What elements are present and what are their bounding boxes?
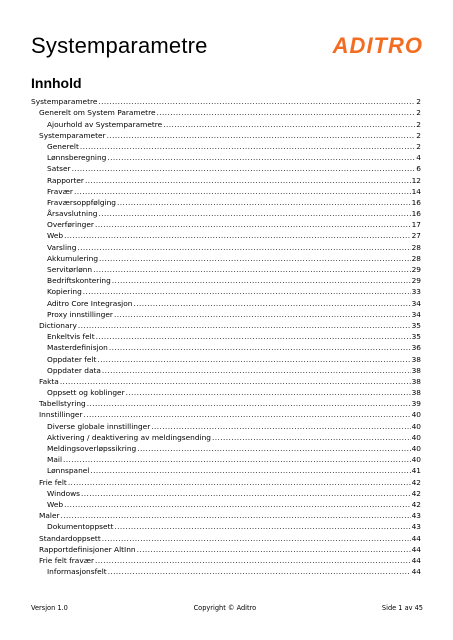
toc-entry[interactable] <box>31 208 421 219</box>
toc-entry[interactable] <box>31 241 421 252</box>
toc-entry-label: Tabellstyring <box>39 399 86 409</box>
toc-leader-dots <box>99 254 411 264</box>
toc-entry-page: 4 <box>416 153 421 163</box>
toc-entry[interactable] <box>31 532 421 543</box>
toc-entry-label: Web <box>47 499 64 509</box>
toc-entry-label: Dokumentoppsett <box>47 522 114 532</box>
toc-entry[interactable] <box>31 499 421 510</box>
toc-leader-dots <box>137 545 411 555</box>
toc-entry-label: Rapportdefinisjoner AltInn <box>39 544 136 554</box>
toc-leader-dots <box>85 176 411 186</box>
toc-leader-dots <box>90 466 410 476</box>
toc-entry[interactable] <box>31 219 421 230</box>
toc-entry[interactable] <box>31 454 421 465</box>
toc-entry-page: 44 <box>411 567 421 577</box>
toc-entry-page: 38 <box>411 388 421 398</box>
toc-entry-label: Aditro Core Integrasjon <box>47 298 133 308</box>
toc-leader-dots <box>107 131 416 141</box>
toc-leader-dots <box>87 399 411 409</box>
toc-entry-label: Lønnspanel <box>47 466 90 476</box>
toc-entry-page: 34 <box>411 298 421 308</box>
toc-entry[interactable] <box>31 152 421 163</box>
toc-entry[interactable] <box>31 309 421 320</box>
toc-entry[interactable] <box>31 521 421 532</box>
toc-entry-label: Lønnsberegning <box>47 153 107 163</box>
toc-entry-label: Windows <box>47 488 80 498</box>
toc-leader-dots <box>102 534 411 544</box>
toc-entry-label: Web <box>47 231 64 241</box>
toc-leader-dots <box>157 108 416 118</box>
toc-leader-dots <box>98 97 415 107</box>
toc-entry[interactable] <box>31 465 421 476</box>
toc-entry-page: 14 <box>411 186 421 196</box>
toc-entry-page: 17 <box>411 220 421 230</box>
toc-entry-page: 42 <box>411 477 421 487</box>
toc-entry-label: Ajourhold av Systemparametre <box>47 119 163 129</box>
toc-leader-dots <box>212 433 411 443</box>
toc-entry[interactable] <box>31 488 421 499</box>
toc-entry-page: 41 <box>411 466 421 476</box>
toc-entry-label: Systemparametre <box>31 97 98 107</box>
toc-leader-dots <box>109 343 411 353</box>
toc-entry-label: Rapporter <box>47 175 84 185</box>
toc-entry-page: 35 <box>411 320 421 330</box>
toc-entry-page: 38 <box>411 376 421 386</box>
toc-entry[interactable] <box>31 163 421 174</box>
toc-entry-label: Systemparameter <box>39 130 106 140</box>
toc-entry-label: Maler <box>39 511 60 521</box>
toc-entry[interactable] <box>31 174 421 185</box>
toc-heading: Innhold <box>31 75 82 91</box>
toc-entry-page: 38 <box>411 365 421 375</box>
toc-entry-page: 42 <box>411 499 421 509</box>
toc-entry-label: Kopiering <box>47 287 82 297</box>
toc-entry-label: Akkumulering <box>47 253 99 263</box>
table-of-contents <box>31 96 421 577</box>
toc-leader-dots <box>77 243 410 253</box>
toc-entry[interactable] <box>31 409 421 420</box>
toc-entry[interactable] <box>31 544 421 555</box>
toc-entry[interactable] <box>31 186 421 197</box>
toc-entry-label: Oppdater felt <box>47 354 97 364</box>
toc-leader-dots <box>64 500 410 510</box>
toc-leader-dots <box>74 187 411 197</box>
toc-entry-label: Aktivering / deaktivering av meldingsending <box>47 432 211 442</box>
footer-copyright: Copyright © Aditro <box>193 604 257 612</box>
toc-leader-dots <box>98 209 410 219</box>
toc-entry-page: 43 <box>411 511 421 521</box>
toc-entry-page: 44 <box>411 533 421 543</box>
toc-entry[interactable] <box>31 420 421 431</box>
toc-entry-page: 44 <box>411 555 421 565</box>
toc-entry[interactable] <box>31 130 421 141</box>
toc-leader-dots <box>163 120 415 130</box>
toc-leader-dots <box>112 276 411 286</box>
toc-entry-label: Varsling <box>47 242 77 252</box>
toc-entry-label: Bedriftskontering <box>47 276 111 286</box>
toc-leader-dots <box>72 164 416 174</box>
page-footer <box>31 604 423 612</box>
toc-entry-page: 27 <box>411 231 421 241</box>
toc-entry-page: 28 <box>411 242 421 252</box>
toc-entry-page: 40 <box>411 444 421 453</box>
toc-entry-label: Satser <box>47 164 71 174</box>
toc-entry-label: Standardoppsett <box>39 533 101 543</box>
toc-entry[interactable] <box>31 141 421 152</box>
toc-entry[interactable] <box>31 286 421 297</box>
toc-leader-dots <box>95 556 411 566</box>
toc-entry-page: 29 <box>411 265 421 274</box>
aditro-logo: ADITRO <box>332 33 423 58</box>
toc-entry-label: Mail <box>47 455 63 465</box>
toc-entry-page: 40 <box>411 421 421 431</box>
toc-entry-label: Masterdefinisjon <box>47 343 108 353</box>
toc-entry[interactable] <box>31 555 421 566</box>
toc-entry-page: 28 <box>411 253 421 263</box>
toc-entry-label: Informasjonsfelt <box>47 567 107 577</box>
toc-entry-page: 40 <box>411 455 421 465</box>
toc-leader-dots <box>137 444 410 454</box>
toc-leader-dots <box>60 377 411 387</box>
toc-entry-page: 16 <box>411 197 421 207</box>
toc-entry-page: 2 <box>416 141 421 151</box>
toc-entry[interactable] <box>31 510 421 521</box>
toc-entry[interactable] <box>31 387 421 398</box>
toc-entry[interactable] <box>31 197 421 208</box>
toc-entry-page: 34 <box>411 309 421 319</box>
toc-leader-dots <box>63 455 411 465</box>
toc-entry-page: 16 <box>411 209 421 219</box>
toc-leader-dots <box>81 489 411 499</box>
toc-leader-dots <box>126 388 411 398</box>
toc-entry[interactable] <box>31 443 421 454</box>
toc-leader-dots <box>114 310 411 320</box>
toc-leader-dots <box>83 287 411 297</box>
toc-entry[interactable] <box>31 320 421 331</box>
toc-entry[interactable] <box>31 275 421 286</box>
toc-leader-dots <box>95 220 411 230</box>
toc-entry-page: 2 <box>416 108 421 118</box>
toc-entry[interactable] <box>31 264 421 275</box>
toc-entry-page: 33 <box>411 287 421 297</box>
toc-leader-dots <box>117 198 411 208</box>
toc-entry-page: 6 <box>416 164 421 174</box>
page-title: Systemparametre <box>31 33 208 58</box>
toc-entry[interactable] <box>31 376 421 387</box>
toc-entry-page: 29 <box>411 276 421 286</box>
toc-leader-dots <box>108 567 411 577</box>
toc-leader-dots <box>97 355 410 365</box>
toc-leader-dots <box>61 511 411 521</box>
toc-entry-page: 12 <box>411 175 421 185</box>
toc-entry-label: Servitørlønn <box>47 265 93 274</box>
toc-entry-label: Årsavslutning <box>47 209 98 219</box>
toc-entry-page: 36 <box>411 343 421 353</box>
toc-entry[interactable] <box>31 342 421 353</box>
toc-entry-page: 2 <box>416 97 421 107</box>
toc-entry-label: Diverse globale innstillinger <box>47 421 151 431</box>
toc-entry-page: 38 <box>411 354 421 364</box>
toc-entry-label: Generelt <box>47 141 79 151</box>
toc-entry-page: 42 <box>411 488 421 498</box>
toc-leader-dots <box>78 321 411 331</box>
toc-entry-label: Fraværsoppfølging <box>47 197 117 207</box>
toc-leader-dots <box>83 410 410 420</box>
toc-entry-label: Overføringer <box>47 220 94 230</box>
toc-leader-dots <box>151 422 410 432</box>
toc-entry-page: 43 <box>411 522 421 532</box>
toc-entry-label: Frie felt fravær <box>39 555 94 565</box>
toc-leader-dots <box>80 142 415 152</box>
toc-entry[interactable] <box>31 353 421 364</box>
toc-entry-label: Enkeltvis felt <box>47 332 95 342</box>
toc-leader-dots <box>68 478 411 488</box>
toc-entry[interactable] <box>31 118 421 129</box>
toc-entry-page: 35 <box>411 332 421 342</box>
toc-entry[interactable] <box>31 96 421 107</box>
toc-entry-label: Generelt om System Parametre <box>39 108 156 118</box>
toc-leader-dots <box>102 366 411 376</box>
toc-entry[interactable] <box>31 253 421 264</box>
footer-page-info: Side 1 av 45 <box>381 604 423 612</box>
toc-entry-label: Proxy innstillinger <box>47 309 113 319</box>
toc-entry-label: Frie felt <box>39 477 67 487</box>
toc-leader-dots <box>93 265 410 275</box>
toc-entry[interactable] <box>31 398 421 409</box>
toc-entry[interactable] <box>31 365 421 376</box>
footer-version: Versjon 1.0 <box>31 604 68 612</box>
toc-entry-page: 40 <box>411 432 421 442</box>
toc-entry[interactable] <box>31 107 421 118</box>
toc-entry-page: 40 <box>411 410 421 420</box>
toc-entry-label: Innstillinger <box>39 410 83 420</box>
toc-entry[interactable] <box>31 230 421 241</box>
toc-entry[interactable] <box>31 476 421 487</box>
toc-leader-dots <box>64 231 410 241</box>
toc-entry[interactable] <box>31 297 421 308</box>
toc-entry-page: 2 <box>416 130 421 140</box>
toc-entry-page: 44 <box>411 544 421 554</box>
toc-leader-dots <box>114 522 410 532</box>
toc-entry-page: 39 <box>411 399 421 409</box>
toc-entry-label: Dictionary <box>39 320 77 330</box>
toc-entry-label: Oppdater data <box>47 365 101 375</box>
toc-entry[interactable] <box>31 566 421 577</box>
toc-entry[interactable] <box>31 331 421 342</box>
toc-entry[interactable] <box>31 432 421 443</box>
toc-entry-label: Fakta <box>39 376 59 386</box>
toc-entry-page: 2 <box>416 119 421 129</box>
toc-leader-dots <box>133 299 410 309</box>
toc-entry-label: Oppsett og koblinger <box>47 388 125 398</box>
toc-leader-dots <box>107 153 415 163</box>
toc-leader-dots <box>96 332 411 342</box>
toc-entry-label: Fravær <box>47 186 73 196</box>
toc-entry-label: Meldingsoverløpssikring <box>47 444 137 453</box>
